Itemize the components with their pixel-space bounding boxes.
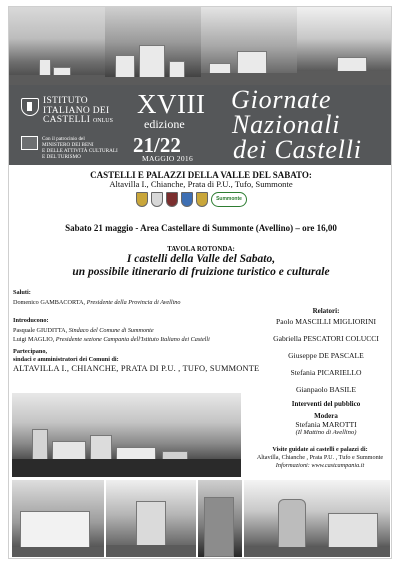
photo-palazzo <box>12 480 104 557</box>
speaker-name: Paolo MASCILLI MIGLIORINI <box>276 317 376 326</box>
speaker-name: Giuseppe DE PASCALE <box>288 351 364 360</box>
intro-2-text: Luigi MAGLIO, Presidente sezione Campania dell'Istituto Italiano dei Castelli <box>13 336 210 343</box>
intro-1-text: Pasquale GIUDITTA, Sindaco del Comune di Summonte <box>13 327 154 334</box>
municipal-coats-of-arms <box>136 192 247 207</box>
edition-label: edizione <box>144 117 185 131</box>
theme-title: CASTELLI E PALAZZI DELLA VALLE DEL SABATO: <box>90 170 312 180</box>
saluti-label: Saluti: <box>13 289 31 296</box>
event-title: Giornate Nazionali dei Castelli <box>231 85 362 164</box>
photo-village-hill <box>9 7 105 85</box>
participants-text: sindaci e amministratori dei Comuni di: <box>13 356 119 363</box>
moderator-role: (Il Mattino di Avellino) <box>295 429 357 436</box>
event-date-place: Sabato 21 maggio - Area Castellare di Summonte (Avellino) – ore 16,00 <box>65 223 337 233</box>
guided-visits-places: Altavilla, Chianche , Prata P.U. , Tufo e Summonte <box>256 454 384 461</box>
poster <box>8 6 392 559</box>
speaker-name: Gianpaolo BASILE <box>295 385 357 394</box>
coat-of-arms-icon <box>196 192 208 207</box>
photo-hilltop-village <box>12 393 241 477</box>
public-interventions: Interventi del pubblico <box>291 400 361 408</box>
guided-visits-title: Visite guidate ai castelli e palazzi di: <box>272 446 368 453</box>
top-photo-strip <box>9 7 392 85</box>
saluti-text: Domenico GAMBACORTA, Presidente della Provincia di Avellino <box>13 299 181 306</box>
participants-label: Partecipano, <box>13 348 48 355</box>
photo-tower <box>106 480 196 557</box>
photo-rooftops <box>201 7 297 85</box>
patronage-text: Con il patrocinio del MINISTERO DEI BENI E DELLE ATTIVITÀ CULTURALI E DEL TURISMO <box>42 136 118 160</box>
bottom-photo-strip <box>12 480 390 557</box>
event-month-year: MAGGIO 2016 <box>142 154 194 163</box>
shield-icon <box>21 98 39 116</box>
intro-label: Introducono: <box>13 317 49 324</box>
round-table-title-line2: un possibile itinerario di fruizione turistico e culturale <box>72 266 330 278</box>
photo-ruins <box>297 7 392 85</box>
ministry-logo-icon <box>21 136 38 150</box>
round-table-label: TAVOLA ROTONDA: <box>167 245 235 253</box>
round-table-title-line1: I castelli della Valle del Sabato, <box>126 253 276 265</box>
edition-number: XVIII <box>137 89 206 119</box>
summonte-logo: Summonte <box>211 192 247 207</box>
title-band <box>9 85 392 165</box>
photo-castle-keep <box>244 480 390 557</box>
photo-castle-town <box>105 7 201 85</box>
coat-of-arms-icon <box>136 192 148 207</box>
photo-ruin-wall <box>198 480 242 557</box>
speakers-label: Relatori: <box>312 307 340 315</box>
speaker-name: Stefania PICARIELLO <box>290 368 362 377</box>
coat-of-arms-icon <box>166 192 178 207</box>
info-link[interactable]: Informazioni: www.castcampania.it <box>275 462 365 469</box>
coat-of-arms-icon <box>181 192 193 207</box>
theme-places: Altavilla I., Chianche, Prata di P.U., Tufo, Summonte <box>109 179 293 189</box>
moderator-name: Stefania MAROTTI <box>295 420 357 429</box>
institute-name: ISTITUTO ITALIANO DEI CASTELLI ONLUS <box>43 96 113 125</box>
event-dates: 21/22 <box>133 133 181 157</box>
participating-municipalities: ALTAVILLA I., CHIANCHE, PRATA DI P.U. , TUFO, SUMMONTE <box>13 364 260 373</box>
speaker-name: Gabriella PESCATORI COLUCCI <box>273 334 379 343</box>
coat-of-arms-icon <box>151 192 163 207</box>
moderator-label: Modera <box>314 412 338 420</box>
